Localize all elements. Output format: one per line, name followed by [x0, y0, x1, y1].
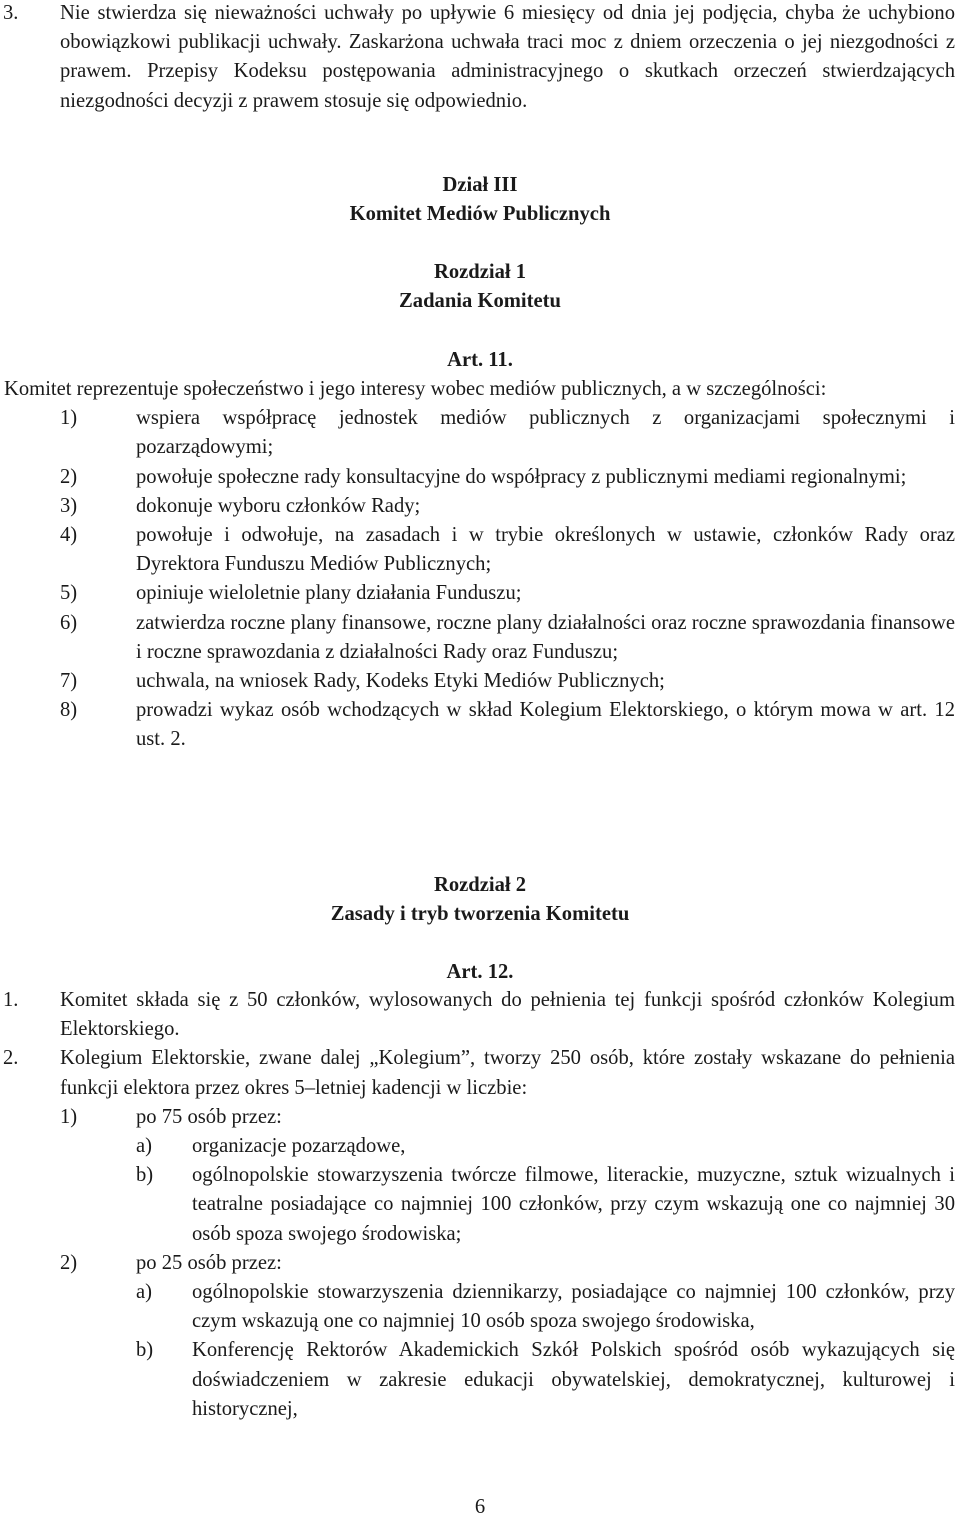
- article-11-item: [60, 492, 955, 521]
- article-11-heading: Art. 11.: [447, 349, 513, 371]
- item-number: 8): [60, 699, 78, 722]
- chapter-2-subtitle: Zasady i tryb tworzenia Komitetu: [330, 903, 630, 925]
- article-12-paragraph-1: [3, 986, 955, 1044]
- article-11-item: [60, 667, 955, 696]
- letter-number: b): [136, 1339, 154, 1362]
- paragraph-number: 1.: [3, 989, 19, 1011]
- item-text: wspiera współpracę jednostek mediów publicznych z organizacjami społecznymi i pozarządowymi;: [136, 407, 955, 459]
- item-number: 3): [60, 494, 78, 517]
- point-text: po 25 osób przez:: [136, 1251, 282, 1274]
- item-text: powołuje społeczne rady konsultacyjne do współpracy z publicznymi mediami regionalnymi;: [136, 465, 907, 488]
- item-text: dokonuje wyboru członków Rady;: [136, 494, 421, 517]
- point-number: 2): [60, 1251, 78, 1274]
- point-number: 1): [60, 1105, 78, 1128]
- item-number: 6): [60, 611, 78, 634]
- article-11-item: [60, 463, 955, 492]
- article-12-paragraph-2: [3, 1044, 955, 1102]
- item-number: 7): [60, 670, 78, 693]
- letter-text: ogólnopolskie stowarzyszenia dziennikarzy, posiadające co najmniej 100 członków, przy czym wskazują one co najmniej 10 osób spoza swojego środowiska,: [192, 1281, 955, 1333]
- chapter-1-title: Rozdział 1: [433, 261, 527, 283]
- article-12-letter: [136, 1278, 955, 1336]
- item-text: prowadzi wykaz osób wchodzących w skład Kolegium Elektorskiego, o którym mowa w art. 12 ust. 2.: [136, 699, 955, 751]
- paragraph-text: Komitet składa się z 50 członków, wylosowanych do pełnienia tej funkcji spośród członków Kolegium Elektorskiego.: [60, 989, 955, 1041]
- article-11-item: [60, 696, 955, 754]
- letter-text: organizacje pozarządowe,: [192, 1135, 406, 1158]
- article-12-letter: [136, 1132, 955, 1161]
- chapter-2-title: Rozdział 2: [433, 874, 527, 896]
- point-text: po 75 osób przez:: [136, 1105, 282, 1128]
- article-11-item: [60, 609, 955, 667]
- article-12-letter: [136, 1161, 955, 1249]
- item-number: 4): [60, 524, 78, 547]
- letter-number: a): [136, 1135, 152, 1158]
- article-12-point-1: [60, 1103, 955, 1132]
- item-number: 5): [60, 582, 78, 605]
- chapter-1-subtitle: Zadania Komitetu: [399, 290, 561, 312]
- article-11-item: [60, 404, 955, 462]
- article-11-item: [60, 579, 955, 608]
- item-text: uchwala, na wniosek Rady, Kodeks Etyki Mediów Publicznych;: [136, 670, 665, 693]
- item-number: 1): [60, 407, 78, 430]
- item-number: 2): [60, 465, 78, 488]
- letter-text: ogólnopolskie stowarzyszenia twórcze filmowe, literackie, muzyczne, sztuk wizualnych i teatralne posiadające co najmniej 100 członków, przy czym wskazują one co najmniej 30 osób spoza swojego środowiska;: [192, 1164, 955, 1245]
- article-12-point-2: [60, 1249, 955, 1278]
- item-text: powołuje i odwołuje, na zasadach i w trybie określonych w ustawie, członków Rady oraz Dyrektora Funduszu Mediów Publicznych;: [136, 524, 955, 576]
- article-11-body: [0, 375, 960, 755]
- article-11-item: [60, 521, 955, 579]
- letter-text: Konferencję Rektorów Akademickich Szkół Polskich spośród osób wykazujących się doświadczeniem w zakresie edukacji obywatelskiej, demokratycznej, kulturowej i historycznej,: [192, 1339, 955, 1420]
- division-title: Dział III: [442, 174, 518, 196]
- letter-number: a): [136, 1281, 152, 1304]
- article-12-body: [0, 986, 960, 1424]
- item-text: opiniuje wieloletnie plany działania Funduszu;: [136, 582, 522, 605]
- article-11-intro: Komitet reprezentuje społeczeństwo i jego interesy wobec mediów publicznych, a w szczególności:: [4, 378, 827, 400]
- paragraph-3: [3, 0, 955, 116]
- paragraph-number: 3.: [3, 2, 19, 24]
- paragraph-text: Nie stwierdza się nieważności uchwały po upływie 6 miesięcy od dnia jej podjęcia, chyba że uchybiono obowiązkowi publikacji uchwały. Zaskarżona uchwała traci moc z dniem orzeczenia o jej niezgodności z prawem. Przepisy Kodeksu postępowania administracyjnego o skutkach orzeczeń stwierdzających niezgodności decyzji z prawem stosuje się odpowiednio.: [60, 2, 955, 112]
- item-text: zatwierdza roczne plany finansowe, roczne plany działalności oraz roczne sprawozdania finansowe i roczne sprawozdania z działalności Rady oraz Funduszu;: [136, 611, 955, 663]
- page-number: 6: [474, 1496, 486, 1518]
- paragraph-text: Kolegium Elektorskie, zwane dalej „Kolegium”, tworzy 250 osób, które zostały wskazane do pełnienia funkcji elektora przez okres 5–letniej kadencji w liczbie:: [60, 1047, 955, 1099]
- article-12-heading: Art. 12.: [446, 961, 514, 983]
- division-subtitle: Komitet Mediów Publicznych: [349, 203, 611, 225]
- letter-number: b): [136, 1164, 154, 1187]
- paragraph-number: 2.: [3, 1047, 19, 1070]
- article-12-letter: [136, 1336, 955, 1424]
